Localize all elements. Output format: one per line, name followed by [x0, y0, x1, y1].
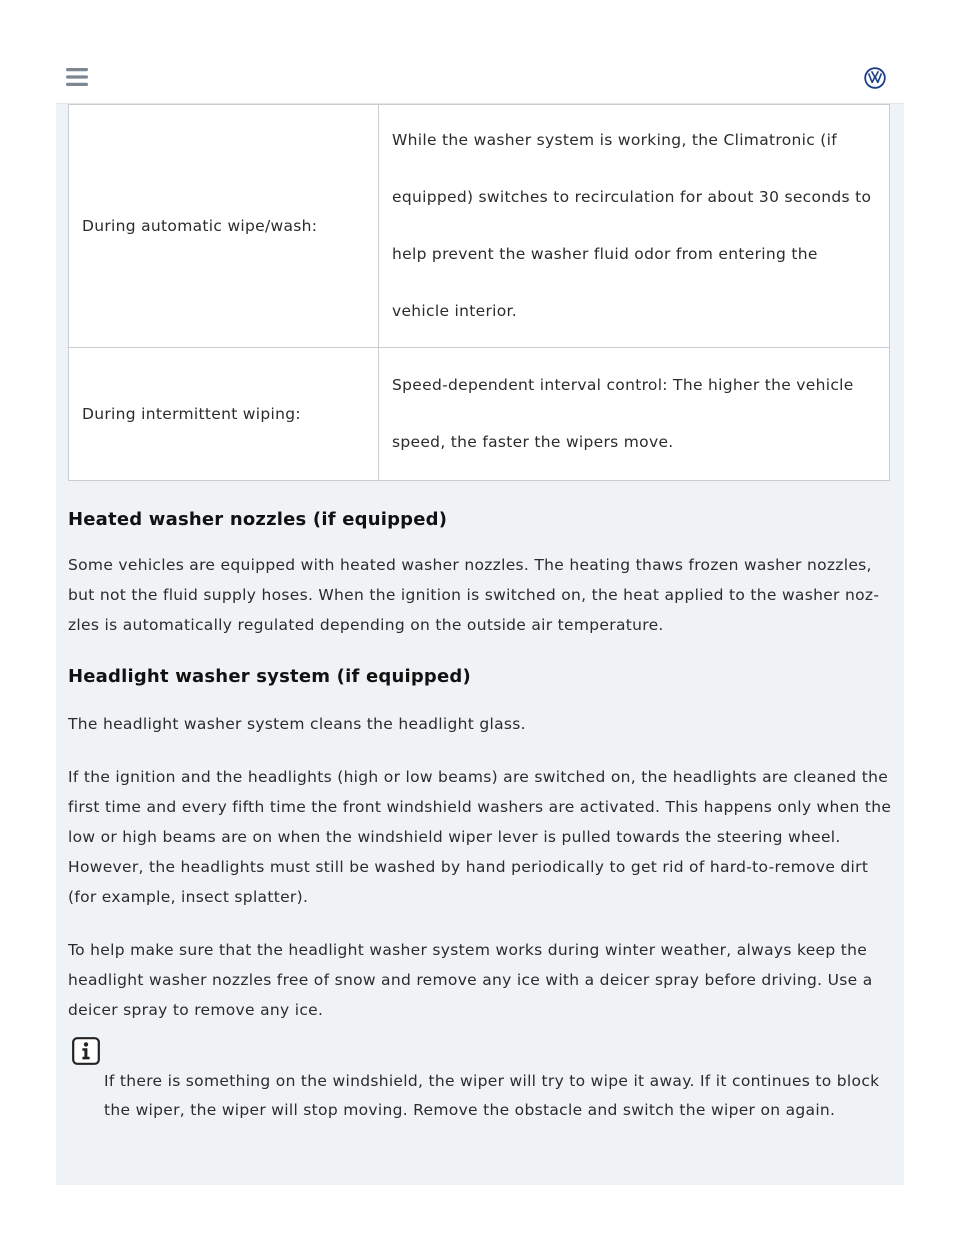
top-bar	[56, 48, 904, 104]
table-row	[69, 105, 890, 348]
heated-nozzles-paragraph: Some vehicles are equipped with heated washer nozzles. The heating thaws frozen washer nozzles, but not the fluid supply hoses. When the ignition is switched on, the heat applied to the washer nozzles is automatically regulated depending on the outside air temperature.	[68, 556, 879, 634]
wiper-functions-table	[68, 104, 890, 481]
table-row-description: Speed-dependent interval control: The higher the vehicle speed, the faster the wipers move.	[379, 348, 890, 481]
headlight-washer-paragraph: The headlight washer system cleans the headlight glass.	[68, 715, 526, 733]
headlight-washer-heading: Headlight washer system (if equipped)	[68, 666, 471, 687]
vw-logo-icon[interactable]	[864, 67, 886, 89]
heated-nozzles-heading: Heated washer nozzles (if equipped)	[68, 509, 448, 530]
headlight-washer-paragraph: To help make sure that the headlight washer system works during winter weather, always keep the headlight washer nozzles free of snow and remove any ice with a deicer spray before driving. Use a deicer spray to remove any ice.	[68, 941, 873, 1019]
note-text: If there is something on the windshield, the wiper will try to wipe it away. If it continues to block the wiper, the wiper will stop moving. Remove the obstacle and switch the wiper on again.	[104, 1072, 880, 1119]
hamburger-menu-icon[interactable]	[66, 68, 88, 86]
table-row	[69, 348, 890, 481]
info-icon	[72, 1037, 100, 1065]
content-area	[56, 104, 904, 1185]
headlight-washer-paragraph: If the ignition and the headlights (high or low beams) are switched on, the headlights are cleaned the first time and every fifth time the front windshield washers are activated. This happens only when the low or high beams are on when the windshield wiper lever is pulled towards the steering wheel. However, the headlights must still be washed by hand periodically to get rid of hard-to-remove dirt (for example, insect splatter).	[68, 768, 892, 906]
table-row-label: During intermittent wiping:	[69, 348, 379, 481]
table-row-label: During automatic wipe/wash:	[69, 105, 379, 348]
table-row-description: While the washer system is working, the Climatronic (if equipped) switches to recirculation for about 30 seconds to help prevent the washer fluid odor from entering the vehicle interior.	[379, 105, 890, 348]
